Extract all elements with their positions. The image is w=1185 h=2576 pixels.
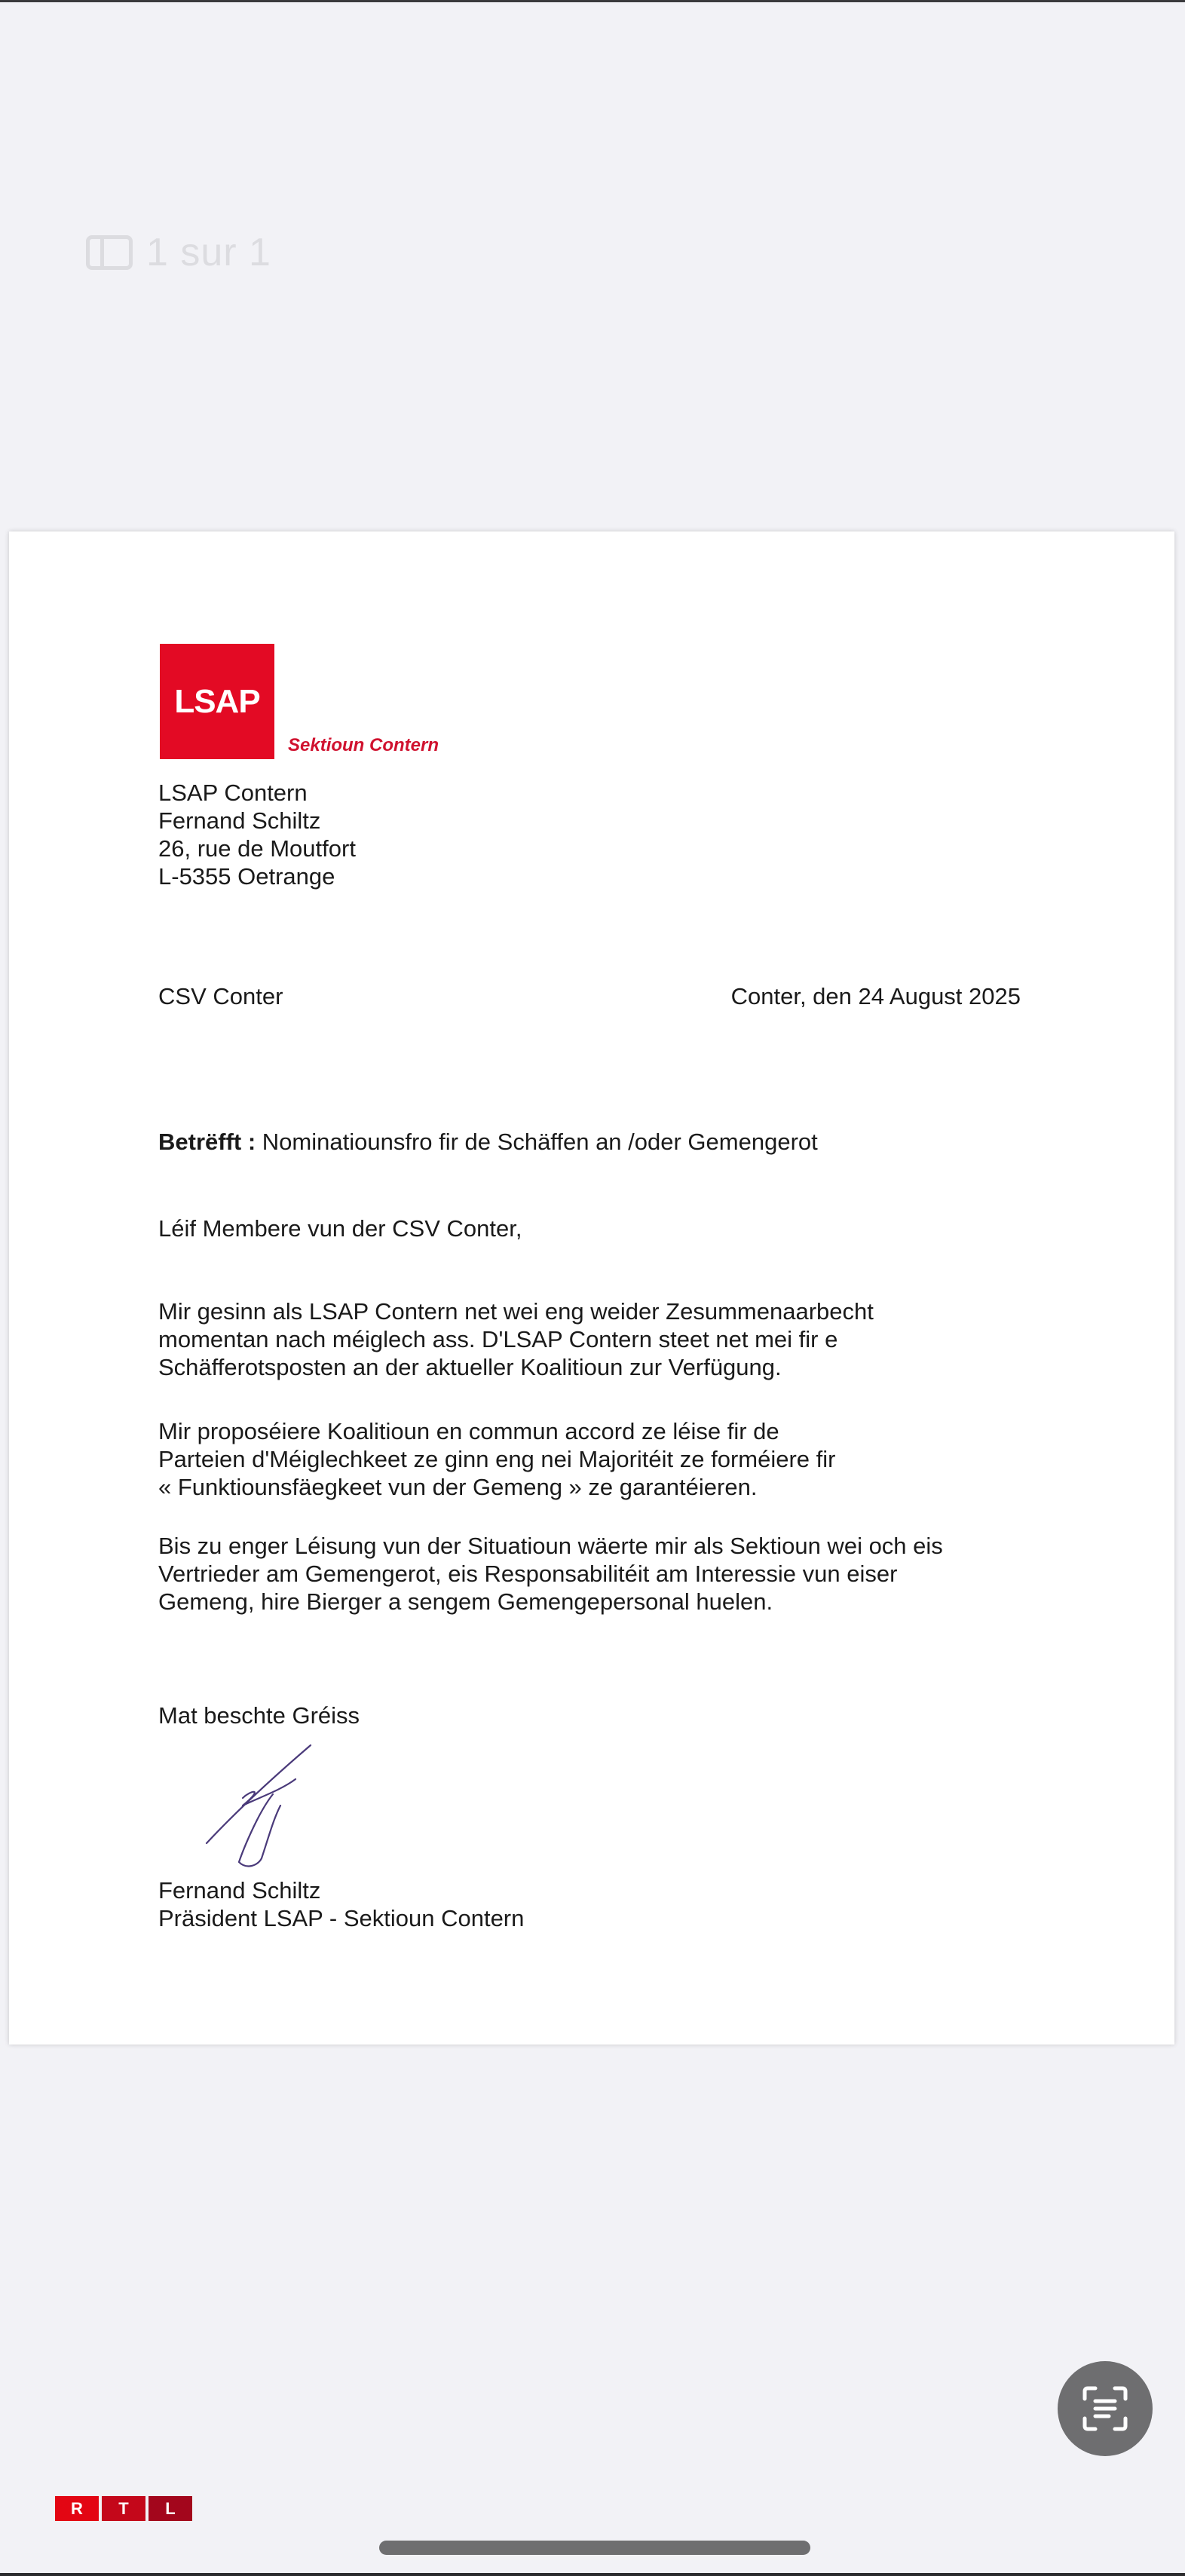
paragraph-line: Parteien d'Méiglechkeet ze ginn eng nei Majoritéit ze forméiere fir xyxy=(158,1446,836,1472)
salutation: Léif Membere vun der CSV Conter, xyxy=(158,1215,522,1242)
sidebar-icon[interactable] xyxy=(86,235,133,270)
sender-line: L-5355 Oetrange xyxy=(158,863,335,890)
logo-mark: LSAP xyxy=(174,682,260,720)
recipient: CSV Conter xyxy=(158,983,283,1009)
live-text-scan-button[interactable] xyxy=(1058,2361,1153,2456)
subject-label: Betrëfft : xyxy=(158,1129,256,1155)
lsap-logo xyxy=(160,644,274,759)
paragraph-line: Schäfferotsposten an der aktueller Koalitioun zur Verfügung. xyxy=(158,1354,782,1380)
signer-name: Fernand Schiltz xyxy=(158,1877,321,1904)
paragraph-line: Vertrieder am Gemengerot, eis Responsabilitéit am Interessie vun eiser xyxy=(158,1561,898,1587)
sender-address xyxy=(158,779,356,890)
logo-subtitle: Sektioun Contern xyxy=(288,735,439,755)
rtl-letter: L xyxy=(149,2496,192,2521)
body-paragraph xyxy=(158,1532,1033,1616)
document-page xyxy=(9,531,1174,2045)
home-indicator[interactable] xyxy=(379,2541,810,2555)
signature xyxy=(198,1738,333,1888)
page-count: 1 sur 1 xyxy=(146,231,271,274)
paragraph-line: Mir proposéiere Koalitioun en commun accord ze léise fir de xyxy=(158,1418,779,1444)
sender-line: Fernand Schiltz xyxy=(158,807,321,834)
signer-title: Präsident LSAP - Sektioun Contern xyxy=(158,1905,525,1931)
rtl-letter: T xyxy=(102,2496,145,2521)
closing: Mat beschte Gréiss xyxy=(158,1702,360,1729)
body-paragraph xyxy=(158,1417,1033,1501)
page-indicator[interactable] xyxy=(69,226,288,279)
paragraph-line: « Funktiounsfäegkeet vun der Gemeng » ze garantéieren. xyxy=(158,1474,758,1500)
place-date: Conter, den 24 August 2025 xyxy=(730,983,1021,1009)
signer-block xyxy=(158,1876,524,1932)
top-bar xyxy=(0,0,1185,2)
paragraph-line: Bis zu enger Léisung vun der Situatioun wäerte mir als Sektioun wei och eis xyxy=(158,1533,943,1559)
live-text-scan-icon xyxy=(1080,2384,1130,2434)
paragraph-line: Mir gesinn als LSAP Contern net wei eng weider Zesummenaarbecht xyxy=(158,1298,874,1325)
sender-line: 26, rue de Moutfort xyxy=(158,835,356,862)
bottom-bar xyxy=(0,2573,1185,2576)
sender-line: LSAP Contern xyxy=(158,780,308,806)
subject-line xyxy=(158,1128,818,1156)
body-paragraph xyxy=(158,1297,1033,1381)
subject-text: Nominatiounsfro fir de Schäffen an /oder Gemengerot xyxy=(256,1129,818,1155)
paragraph-line: momentan nach méiglech ass. D'LSAP Contern steet net mei fir e xyxy=(158,1326,838,1352)
rtl-letter: R xyxy=(55,2496,99,2521)
rtl-watermark xyxy=(55,2496,192,2521)
paragraph-line: Gemeng, hire Bierger a sengem Gemengepersonal huelen. xyxy=(158,1588,773,1615)
